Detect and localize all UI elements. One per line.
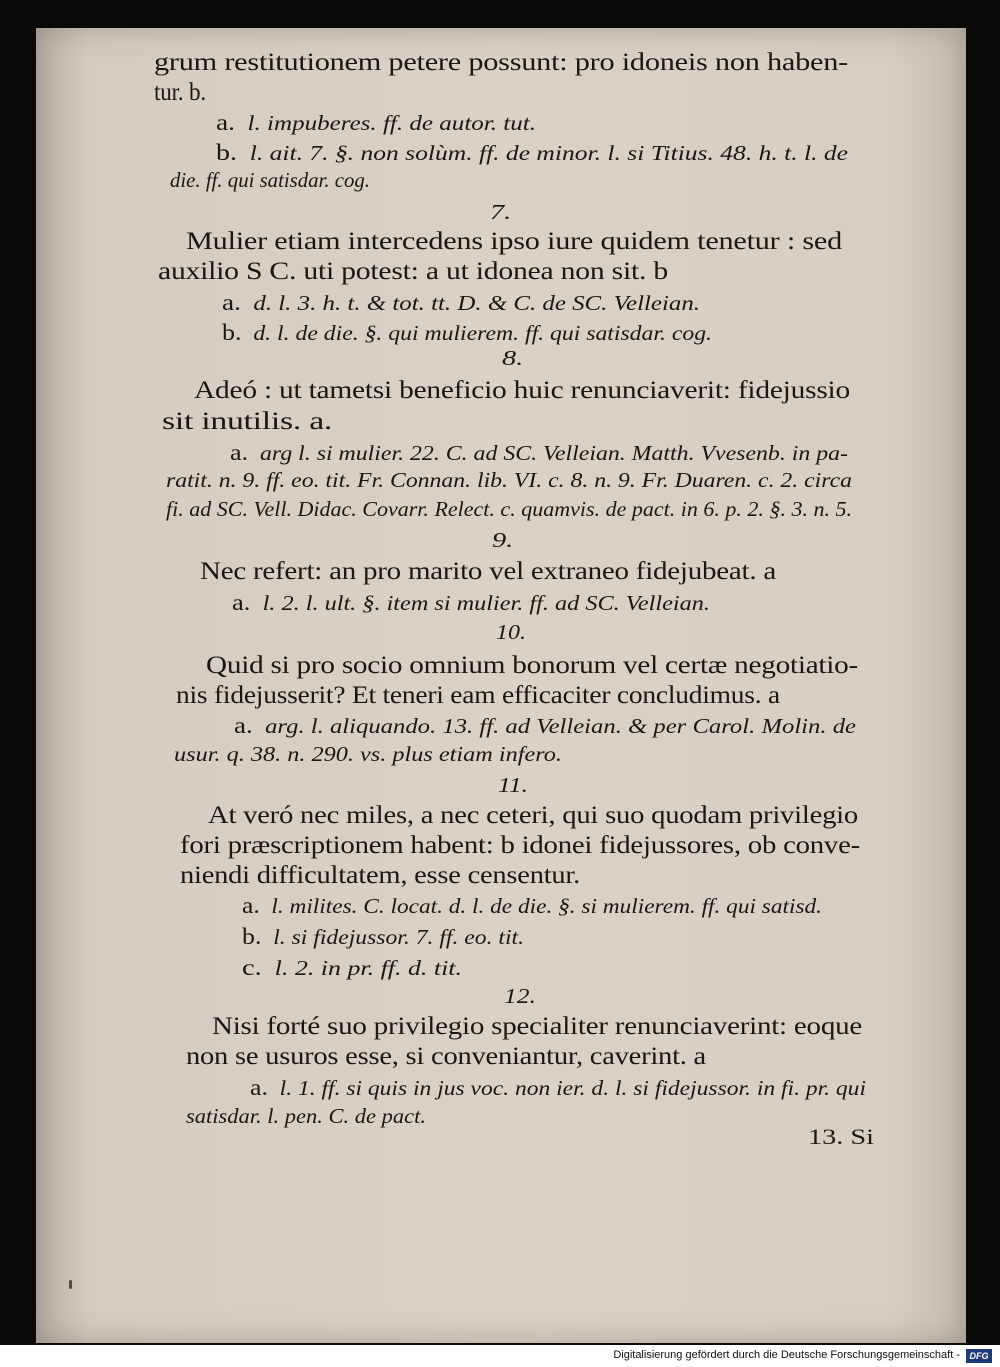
footnote-line [234,714,965,737]
text-line: Adeó : ut tametsi beneficio huic renunciaverit: fidejussio [194,377,850,404]
text-line: nis fidejusserit? Et teneri eam efficaciter concludimus. a [176,682,780,709]
footnote-label: b. [216,140,237,165]
footnote-label: a. [234,713,253,738]
paragraph-number: 12. [504,984,536,1008]
footnote-reference: l. ait. 7. §. non solùm. ff. de minor. l. si Titius. 48. h. t. l. de [249,141,848,165]
footnote-line [222,321,775,344]
footnote-reference: fi. ad SC. Vell. Didac. Covarr. Relect. c. quamvis. de pact. in 6. p. 2. §. 3. n. 5. [166,497,852,521]
text-line: Nisi forté suo privilegio specialiter renunciaverint: eoque [212,1013,862,1040]
footnote-label: c. [242,955,262,980]
text-line: niendi difficultatem, esse censentur. [180,862,580,889]
footnote-reference: satisdar. l. pen. C. de pact. [186,1104,426,1128]
paragraph-number: 11. [498,773,528,797]
footnote-label: b. [242,924,262,949]
text-line: grum restitutionem petere possunt: pro idoneis non haben- [154,49,848,76]
paragraph-number: 8. [502,346,524,370]
footnote-reference: l. 2. l. ult. §. item si mulier. ff. ad SC. Velleian. [262,591,710,615]
ink-speck [69,1280,72,1289]
footnote-line [166,470,941,491]
text-line: non se usuros esse, si conveniantur, caverint. a [186,1043,706,1070]
catchword: 13. Si [808,1124,874,1149]
footnote-reference: l. si fidejussor. 7. ff. eo. tit. [273,925,524,949]
footnote-line [242,956,514,979]
footer-credit: Digitalisierung gefördert durch die Deutsche Forschungsgemeinschaft - [613,1349,960,1361]
text-line: auxilio S C. uti potest: a ut idonea non sit. b [158,258,668,285]
footnote-reference: usur. q. 38. n. 290. vs. plus etiam infero. [174,742,562,766]
footnote-reference: l. 2. in pr. ff. d. tit. [274,956,462,980]
paragraph-number: 9. [492,528,514,552]
footnote-label: a. [242,893,260,918]
dfg-logo: DFG [966,1349,992,1363]
footnote-line [232,591,784,614]
footnote-reference: l. milites. C. locat. d. l. de die. §. si mulierem. ff. qui satisd. [271,894,822,918]
footnote-reference: die. ff. qui satisdar. cog. [170,168,370,192]
footnote-reference: arg l. si mulier. 22. C. ad SC. Velleian. Matth. Vvesenb. in pa- [260,441,849,465]
book-page [36,28,966,1343]
footnote-line [174,744,622,765]
footnote-label: a. [230,440,249,465]
digitization-footer [0,1345,1000,1367]
footnote-reference: l. 1. ff. si quis in jus voc. non ier. d. l. si fidejussor. in fi. pr. qui [279,1076,866,1100]
footnote-reference: d. l. 3. h. t. & tot. tt. D. & C. de SC. Velleian. [253,291,700,315]
paragraph-number: 7. [490,200,512,224]
text-line: At veró nec miles, a nec ceteri, qui suo quodam privilegio [208,802,858,829]
text-line: Nec refert: an pro marito vel extraneo fidejubeat. a [200,558,776,585]
footnote-label: a. [250,1075,268,1100]
footnote-label: a. [216,110,236,135]
footnote-reference: l. impuberes. ff. de autor. tut. [247,111,537,135]
paragraph-number: 10. [496,620,526,644]
footnote-reference: arg. l. aliquando. 13. ff. ad Velleian. & per Carol. Molin. de [265,714,856,738]
footnote-label: a. [222,290,241,315]
footnote-line [186,1106,443,1127]
text-line: Mulier etiam intercedens ipso iure quidem tenetur : sed [186,228,842,255]
footnote-line [230,441,931,464]
footnote-line [166,499,885,520]
text-line: tur. b. [154,79,206,106]
footnote-line [170,170,368,191]
footnote-reference: d. l. de die. §. qui mulierem. ff. qui satisdar. cog. [253,321,712,345]
footnote-line [242,894,886,917]
text-line: sit inutilis. a. [162,408,333,435]
footnote-label: b. [222,320,242,345]
footnote-line [242,925,559,948]
text-line: fori præscriptionem habent: b idonei fidejussores, ob conve- [180,832,860,859]
footnote-label: a. [232,590,251,615]
footnote-line [250,1076,940,1099]
footnote-reference: ratit. n. 9. ff. eo. tit. Fr. Connan. lib. VI. c. 8. n. 9. Fr. Duaren. c. 2. circa [166,468,852,492]
footnote-line [216,141,985,164]
text-line: Quid si pro socio omnium bonorum vel certæ negotiatio- [206,652,858,679]
footnote-line [216,111,598,134]
footnote-line [222,291,789,314]
